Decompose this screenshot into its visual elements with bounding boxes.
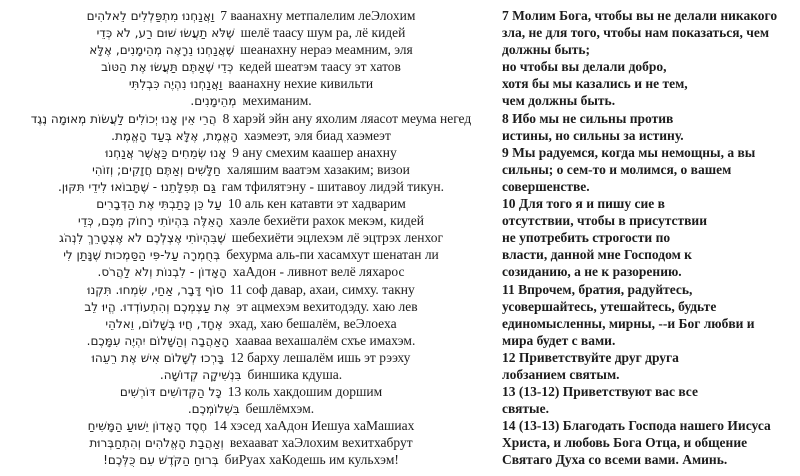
- verse-line-row: [0, 246, 502, 263]
- hebrew-text: הָאַהֲבָה וְהַשָּׁלוֹם יִהְיֶה עִמָּכֶם.: [86, 333, 230, 348]
- russian-translation-line: но чтобы вы делали добро,: [502, 59, 667, 75]
- russian-translation-line: усовершайтесь, утешайтесь, будьте: [502, 298, 717, 314]
- hebrew-transliteration-block: [0, 7, 502, 476]
- verse-line-row: [0, 41, 502, 58]
- verse-line-row: [0, 383, 502, 400]
- transliteration-text: шеанахну нераэ меамним, эля: [240, 42, 413, 58]
- verse-line-row: [0, 161, 502, 178]
- hebrew-text: הָאֱמֶת, אֶלָּא בְּעַד הָאֱמֶת.: [111, 128, 238, 143]
- russian-translation-line: не употребить строгости по: [502, 230, 671, 246]
- transliteration-text: ваанахну нехие кивильти: [228, 76, 374, 92]
- russian-translation-line: сильны; о сем-то и молимся, о вашем: [502, 161, 732, 177]
- transliteration-text: бехурма аль-пи хасамхут шенатан ли: [226, 247, 439, 263]
- verse-line-row: [0, 58, 502, 75]
- verse-line-row: [0, 366, 502, 383]
- verse-line-row: [0, 263, 502, 280]
- verse-line-row: [0, 332, 502, 349]
- transliteration-text: биРуах хаКодешь им кульхэм!: [224, 452, 399, 468]
- russian-translation-line: зла, не для того, чтобы нам показаться, чем: [502, 25, 770, 41]
- transliteration-text: 14 хэсед хаАдон Иешуа хаМашиах: [213, 418, 415, 434]
- transliteration-text: 9 ану смехим каашер анахну: [232, 144, 397, 160]
- russian-translation-line: чем должны быть.: [502, 93, 616, 109]
- hebrew-text: חַלָּשִׁים וְאַתֶּם חֲזָקִים; וְזוֹהִי: [92, 162, 221, 177]
- russian-translation-line: святые.: [502, 401, 549, 417]
- transliteration-text: 10 аль кен катавти эт хадварим: [227, 196, 406, 212]
- transliteration-text: бешлёмхэм.: [245, 401, 315, 417]
- russian-translation-line: власти, данной мне Господом к: [502, 247, 692, 263]
- russian-translation-line: должны быть;: [502, 42, 591, 58]
- russian-translation-column: [502, 7, 800, 476]
- verse-line-row: [0, 75, 502, 92]
- verse-line-row: [0, 92, 502, 109]
- hebrew-text: שֶׁלֹּא תַעֲשׂוּ שׁוּם רַע, לֹא כְּדֵי: [96, 26, 235, 41]
- hebrew-text: גַּם תְּפִלָּתֵנוּ - שֶׁתָּבוֹאוּ לִידֵי תִּקּוּן.: [57, 179, 216, 194]
- verse-line-row: [0, 281, 502, 298]
- hebrew-text: סוֹף דָּבָר, אַחַי, שִׂמְחוּ. תִּקְנוּ: [87, 282, 224, 297]
- transliteration-text: 13 коль хакдошим доршим: [227, 384, 383, 400]
- hebrew-text: בִּנְשִׁיקָה קְדוֹשָׁה.: [159, 367, 242, 382]
- verse-line-row: [0, 349, 502, 366]
- hebrew-text: כָּל הַקְּדוֹשִׁים דּוֹרְשִׁים: [119, 385, 222, 400]
- hebrew-text: אֶת עַצְמְכֶם וְהִתְעוֹדְדוּ. הֱיוּ לֵב: [84, 299, 231, 314]
- transliteration-text: биншика кдуша.: [247, 366, 343, 382]
- verse-line-row: [0, 451, 502, 468]
- russian-translation-line: 9 Мы радуемся, когда мы немощны, а вы: [502, 144, 756, 160]
- verse-line-row: [0, 400, 502, 417]
- transliteration-text: хааваа вехашалём схъе имахэм.: [235, 332, 416, 348]
- russian-translation-line: Христа, и любовь Бога Отца, и общение: [502, 435, 748, 451]
- verse-line-row: [0, 229, 502, 246]
- hebrew-text: הָאָדוֹן - לִבְנוֹת וְלֹא לַהֲרֹס.: [97, 265, 227, 280]
- hebrew-text: עַל כֵּן כָּתַבְתִּי אֶת הַדְּבָרִים: [96, 197, 222, 212]
- transliteration-text: мехиманим.: [242, 93, 312, 109]
- russian-translation-line: 12 Приветствуйте друг друга: [502, 349, 679, 365]
- hebrew-text: הָאֵלֶּה בִּהְיוֹתִי רָחוֹק מִכֶּם, כְּדֵי: [78, 214, 224, 229]
- transliteration-text: хаэмеэт, эля биад хаэмеэт: [243, 127, 391, 143]
- russian-translation-line: 14 (13-13) Благодать Господа нашего Иисуса: [502, 418, 771, 434]
- russian-translation-line: 11 Впрочем, братия, радуйтесь,: [502, 281, 693, 297]
- hebrew-text: שֶׁבִּהְיוֹתִי אֶצְלְכֶם לֹא אֶצְטָרֵךְ לִנְהֹג: [59, 231, 226, 246]
- hebrew-text: בָּרְכוּ לְשָׁלוֹם אִישׁ אֶת רֵעֵהוּ: [91, 350, 225, 365]
- hebrew-text: בְּחֻמְרָה עַל-פִּי הַסַּמְכוּת שֶׁנָּתַן לִי: [63, 248, 221, 263]
- hebrew-text: שֶׁאֲנַחְנוּ נֵרָאֶה מְהֵימָנִים, אֶלָּא: [89, 43, 235, 58]
- russian-translation-line: хотя бы мы казались и не тем,: [502, 76, 688, 92]
- transliteration-text: вехаават хаЭлохим вехитхабрут: [229, 435, 413, 451]
- verse-line-row: [0, 417, 502, 434]
- verse-line-row: [0, 7, 502, 24]
- verse-line-row: [0, 127, 502, 144]
- russian-translation-line: лобзанием святым.: [502, 366, 620, 382]
- russian-translation-line: истины, но сильны за истину.: [502, 127, 684, 143]
- hebrew-text: הֲרֵי אֵין אָנוּ יְכוֹלִים לַעֲשׂוֹת מְאוּמָה נֶגֶד: [30, 111, 217, 126]
- hebrew-text: חֶסֶד הָאָדוֹן יֵשׁוּעַ הַמָּשִׁיחַ: [87, 419, 208, 434]
- verse-line-row: [0, 195, 502, 212]
- hebrew-text: וַאֲנַחְנוּ מִתְפַּלְלִים לֵאלֹהִים: [86, 9, 215, 23]
- hebrew-text: מְהֵימָנִים.: [190, 94, 237, 109]
- russian-translation-line: 8 Ибо мы не сильны против: [502, 110, 674, 126]
- russian-translation-line: мира будет с вами.: [502, 332, 616, 348]
- transliteration-text: гам тфилятэну - шитавоу лидэй тикун.: [221, 178, 445, 194]
- transliteration-text: эт ацмехэм вехитодэду. хаю лев: [236, 298, 418, 314]
- transliteration-text: 8 харэй эйн ану яхолим ляасот меума негед: [222, 110, 472, 126]
- russian-translation-line: отсутствии, чтобы в присутствии: [502, 213, 707, 229]
- hebrew-text: כְּדֵי שֶׁאַתֶּם תַּעֲשׂוּ אֶת הַטּוֹב: [101, 60, 234, 75]
- russian-translation-line: созиданию, а не к разорению.: [502, 264, 682, 280]
- hebrew-text: בְּרוּחַ הַקֹּדֶשׁ עִם כֻּלְּכֶם!: [103, 453, 219, 468]
- russian-translation-line: 10 Для того я и пишу сие в: [502, 196, 665, 212]
- hebrew-text: וַאֲנַחְנוּ נִהְיֶה כִּבְלִתִּי: [128, 77, 223, 92]
- verse-line-row: [0, 110, 502, 127]
- transliteration-text: 12 барху лешалём ишь эт рээху: [230, 349, 411, 365]
- russian-translation-line: 13 (13-12) Приветствуют вас все: [502, 384, 698, 400]
- verse-line-row: [0, 178, 502, 195]
- russian-translation-line: Святаго Духа со всеми вами. Аминь.: [502, 452, 728, 468]
- verse-line-row: [0, 144, 502, 161]
- transliteration-text: эхад, хаю бешалём, веЭлоеха: [228, 315, 397, 331]
- transliteration-text: 11 соф давар, ахаи, симху. такну: [229, 281, 415, 297]
- russian-translation-line: 7 Молим Бога, чтобы вы не делали никакого: [502, 8, 778, 23]
- verse-line-row: [0, 434, 502, 451]
- verse-line-row: [0, 212, 502, 229]
- transliteration-text: шебехиёти эцлехэм лё эцтрэх ленхог: [231, 230, 443, 246]
- transliteration-text: шелё таасу шум ра, лё кидей: [240, 25, 406, 41]
- hebrew-text: וְאַהֲבַת הָאֱלֹהִים וְהִתְחַבְּרוּת: [89, 436, 224, 451]
- transliteration-text: хаАдон - ливнот велё ляхарос: [232, 264, 405, 280]
- russian-translation-line: единомысленны, мирны, --и Бог любви и: [502, 315, 755, 331]
- verse-line-row: [0, 315, 502, 332]
- transliteration-text: халяшим ваатэм хазаким; визои: [226, 161, 410, 177]
- transliteration-text: кедей шеатэм таасу эт хатов: [239, 59, 401, 75]
- transliteration-text: 7 ваанахну метпалелим леЭлохим: [220, 8, 416, 23]
- russian-translation-line: совершенстве.: [502, 178, 590, 194]
- transliteration-text: хаэле бехиёти рахок мекэм, кидей: [229, 213, 424, 229]
- verse-line-row: [0, 24, 502, 41]
- hebrew-text: בִּשְׁלוֹמְכֶם.: [187, 402, 240, 417]
- verse-line-row: [0, 298, 502, 315]
- hebrew-text: אָנוּ שְׂמֵחִים כַּאֲשֶׁר אֲנַחְנוּ: [105, 145, 227, 160]
- hebrew-text: אֶחָד, חֲיוּ בְּשָׁלוֹם, וֵאלֹהֵי: [105, 316, 223, 331]
